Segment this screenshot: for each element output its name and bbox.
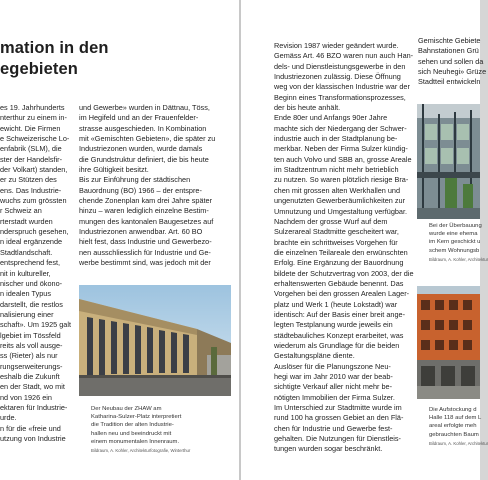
- text-line: weg von der klassischen Industrie war der: [274, 82, 410, 92]
- text-line: rungserweiterungs-: [0, 361, 63, 371]
- text-line: en der Stadt, wo mit: [0, 382, 65, 392]
- text-line: chen für Industrie und Gewerbe fest-: [274, 423, 393, 433]
- text-column-right-edge: [418, 36, 487, 88]
- text-line: merkbar. Neben der Firma Sulzer kündig-: [274, 144, 408, 154]
- photo-caption: [91, 405, 233, 454]
- text-line: industrie auch in der Stadtplanung be-: [274, 134, 398, 144]
- text-line: Bauordnung (BO) 1966 – der entspre-: [79, 185, 202, 195]
- caption-line: die Tradition der alten Industrie-: [91, 422, 174, 429]
- text-line: r Schweiz an: [0, 206, 42, 216]
- photo-caption-bottom: [429, 406, 488, 447]
- text-line: platz und Werk 1 (heute Lokstadt) war: [274, 299, 398, 309]
- caption-line: Katharina-Sulzer-Platz interpretiert: [91, 414, 182, 421]
- text-line: Industriezonen anwendbar. Art. 60 BO: [79, 227, 203, 237]
- photo-credit: Bildraum, A. Kohler, Architektur: [429, 256, 488, 262]
- text-line: ihre Gültigkeit besitzt.: [79, 165, 149, 175]
- text-line: erhaltenswerten Gebäude benennt. Das: [274, 278, 404, 288]
- text-line: Industriezonen zulässig. Diese Öffnung: [274, 72, 401, 82]
- text-line: nderspruch gesehen,: [0, 227, 69, 237]
- text-line: Gemischte Gebiete: [418, 36, 481, 45]
- text-line: Erfolg. Eine Ergänzung der Bauordnung: [274, 258, 404, 268]
- caption-line: Halle 118 auf dem L: [429, 415, 482, 422]
- text-line: der Volkart) standen,: [0, 165, 68, 175]
- text-line: ens. Das Industrie-: [0, 185, 62, 195]
- text-line: Umnutzung und Umgestaltung verfügbar.: [274, 206, 408, 216]
- text-line: es 19. Jahrhunderts: [0, 103, 65, 112]
- text-line: sich Neuhegi» Grüze: [418, 67, 487, 77]
- hall-118-photo: [417, 286, 480, 399]
- text-line: im Hegifeld und an der Frauenfelder-: [79, 113, 199, 123]
- text-line: n für die «freie und: [0, 423, 61, 433]
- text-line: n idealen Typus: [0, 289, 51, 299]
- text-line: urde.: [0, 413, 17, 423]
- text-line: nalisierung einer: [0, 309, 54, 319]
- text-line: Stadtteil entwickeln: [418, 77, 481, 87]
- text-line: mungen des kantonalen Baugesetzes auf: [79, 216, 214, 226]
- text-column-middle: [79, 103, 234, 269]
- text-line: enfabrik (SLM), die: [0, 144, 62, 154]
- text-line: ster der Handelsfir-: [0, 154, 63, 164]
- converted-hall-photo: [417, 104, 480, 219]
- text-line: mit «Gemischten Gebieten», die später zu: [79, 134, 216, 144]
- text-line: identisch: Auf der Basis einer breit ange-: [274, 309, 406, 319]
- text-line: Stadtlandschaft.: [0, 247, 53, 257]
- text-line: Auslöser für die Planungszone Neu-: [274, 361, 391, 371]
- text-line: ewicht. Die Firmen: [0, 123, 61, 133]
- text-line: ektaren für Industrie-: [0, 402, 68, 412]
- text-line: lgebiet im Tössfeld: [0, 330, 61, 340]
- text-line: ungenutzten Gewerberäumlichkeiten zur: [274, 196, 406, 206]
- text-line: strasse ausgeschieden. In Kombination: [79, 123, 207, 133]
- text-line: die einzelnen Teilareale den erwünschten: [274, 247, 408, 257]
- text-line: schaft». Um 1925 galt: [0, 320, 71, 330]
- text-line: gehalten. Die Nutzungen für Dienstleis-: [274, 434, 401, 444]
- text-line: hinzu – waren lediglich einzelne Bestim-: [79, 206, 209, 216]
- caption-line: hallen neu und beeindruckt mit: [91, 430, 172, 437]
- text-line: Sulzerareal Stadtmitte gescheitert war,: [274, 227, 399, 237]
- caption-line: im Kern geschickt u: [429, 239, 481, 246]
- text-line: Nachdem der grosse Wurf auf dem: [274, 216, 388, 226]
- text-line: werbe bestimmt sind, was jedoch mit der: [79, 258, 211, 268]
- text-line: ten auch Volvo und SBB an, grosse Areale: [274, 154, 412, 164]
- caption-line: wurde eine ehema: [429, 231, 478, 238]
- text-line: der bis heute anhält.: [274, 103, 341, 113]
- text-line: eshalb die Zukunft: [0, 371, 60, 381]
- text-line: tungen wurden sogar beschränkt.: [274, 444, 383, 454]
- text-line: Bahnstationen Grü: [418, 46, 479, 56]
- text-line: rterstadt wurden: [0, 216, 53, 226]
- text-line: Ende 80er und Anfangs 90er Jahre: [274, 113, 388, 123]
- text-line: hielt fest, dass Industrie und Gewerbezo-: [79, 237, 212, 247]
- caption-line: Bei der Überbauung: [429, 223, 482, 229]
- text-line: dels- und Dienstleistungsgewerbe in den: [274, 61, 406, 71]
- text-line: entsprechend fest,: [0, 258, 61, 268]
- right-page: [241, 0, 488, 480]
- caption-line: schem Wohnungsb: [429, 247, 480, 254]
- text-line: darstellt, die restlos: [0, 299, 63, 309]
- text-line: nd von 1926 ein: [0, 392, 52, 402]
- text-line: und Gewerbe» wurden in Dättnau, Töss,: [79, 103, 210, 112]
- text-line: chen mit grossen alten Werkhallen und: [274, 185, 401, 195]
- text-line: nit in kultureller,: [0, 268, 51, 278]
- photo-credit: Bildraum, A. Kohler, Architektur: [429, 440, 488, 446]
- text-line: Gestaltungspläne diente.: [274, 351, 355, 361]
- text-line: reits als voll ausge-: [0, 340, 63, 350]
- zhaw-building-photo: [79, 285, 231, 396]
- caption-line: Die Aufstockung d: [429, 407, 477, 413]
- section-heading: [0, 38, 109, 80]
- text-line: utzung von Industrie: [0, 434, 66, 443]
- text-line: sehen und sollen da: [418, 56, 484, 66]
- text-line: brachte ein schrittweises Vorgehen für: [274, 237, 398, 247]
- heading-line: egebieten: [0, 60, 78, 78]
- photo-caption-top: [429, 222, 488, 263]
- text-line: nötigten Immobilien der Firma Sulzer.: [274, 392, 395, 402]
- text-line: Gemäss Art. 46 BZO waren nun auch Han-: [274, 51, 414, 61]
- text-line: zu nutzen. So waren plötzlich riesige Bra-: [274, 175, 409, 185]
- text-line: e Schweizerische Lo-: [0, 134, 70, 144]
- text-line: Revision 1987 wieder geändert wurde.: [274, 41, 399, 50]
- left-page: [0, 0, 239, 480]
- text-line: wiederum als Grundlage für die beiden: [274, 340, 400, 350]
- text-line: sichtigte Verkauf aller nicht mehr be-: [274, 382, 393, 392]
- caption-line: Der Neubau der ZHAW am: [91, 406, 162, 412]
- text-line: wuchs zum grössten: [0, 196, 67, 206]
- text-line: Im Unterschied zur Stadtmitte wurde im: [274, 403, 402, 413]
- text-line: Vorgehen bei den grossen Arealen Lager-: [274, 289, 410, 299]
- caption-line: areal erfolgte meh: [429, 423, 477, 430]
- text-line: rund 100 ha grossen Gebiet an den Flä-: [274, 413, 404, 423]
- photo-credit: Bildraum, A. Kohler, Architekturfotografie, Winterthur: [91, 448, 191, 454]
- text-line: ss (Rieter) als nur: [0, 351, 58, 361]
- text-line: städtebauliches Konzept erarbeitet, was: [274, 330, 404, 340]
- text-line: nischer und ökono-: [0, 278, 63, 288]
- text-line: Beginn eines Transformationsprozesses,: [274, 92, 406, 102]
- text-line: nen ausschliesslich für Industrie und Ge-: [79, 247, 211, 257]
- text-line: legten Testplanung wurde jeweils ein: [274, 320, 393, 330]
- text-line: bildete der Schutzvertrag von 2003, der die: [274, 268, 414, 278]
- text-line: nterthur zu einem in-: [0, 113, 67, 123]
- text-line: machte sich der Niedergang der Schwer-: [274, 123, 407, 133]
- text-line: chende Zonenplan kam drei Jahre später: [79, 196, 213, 206]
- text-column-right-main: [274, 41, 414, 455]
- text-line: Industriezonen wurden, wurde damals: [79, 144, 203, 154]
- text-line: Bis zur Einführung der städtischen: [79, 175, 191, 185]
- heading-line: mation in den: [0, 39, 109, 57]
- text-line: hegi war im Jahr 2010 war der beab-: [274, 372, 393, 381]
- caption-line: einem monumentalen Innenraum.: [91, 438, 180, 445]
- text-column-left: [0, 103, 70, 444]
- text-line: n ideal ergänzende: [0, 237, 63, 247]
- caption-line: gebrauchten Baum: [429, 431, 479, 438]
- text-line: im Stadtzentrum nicht mehr betrieblich: [274, 165, 399, 175]
- text-line: er zu Stützen des: [0, 175, 57, 185]
- text-line: die Grundstruktur definiert, die bis heute: [79, 154, 209, 164]
